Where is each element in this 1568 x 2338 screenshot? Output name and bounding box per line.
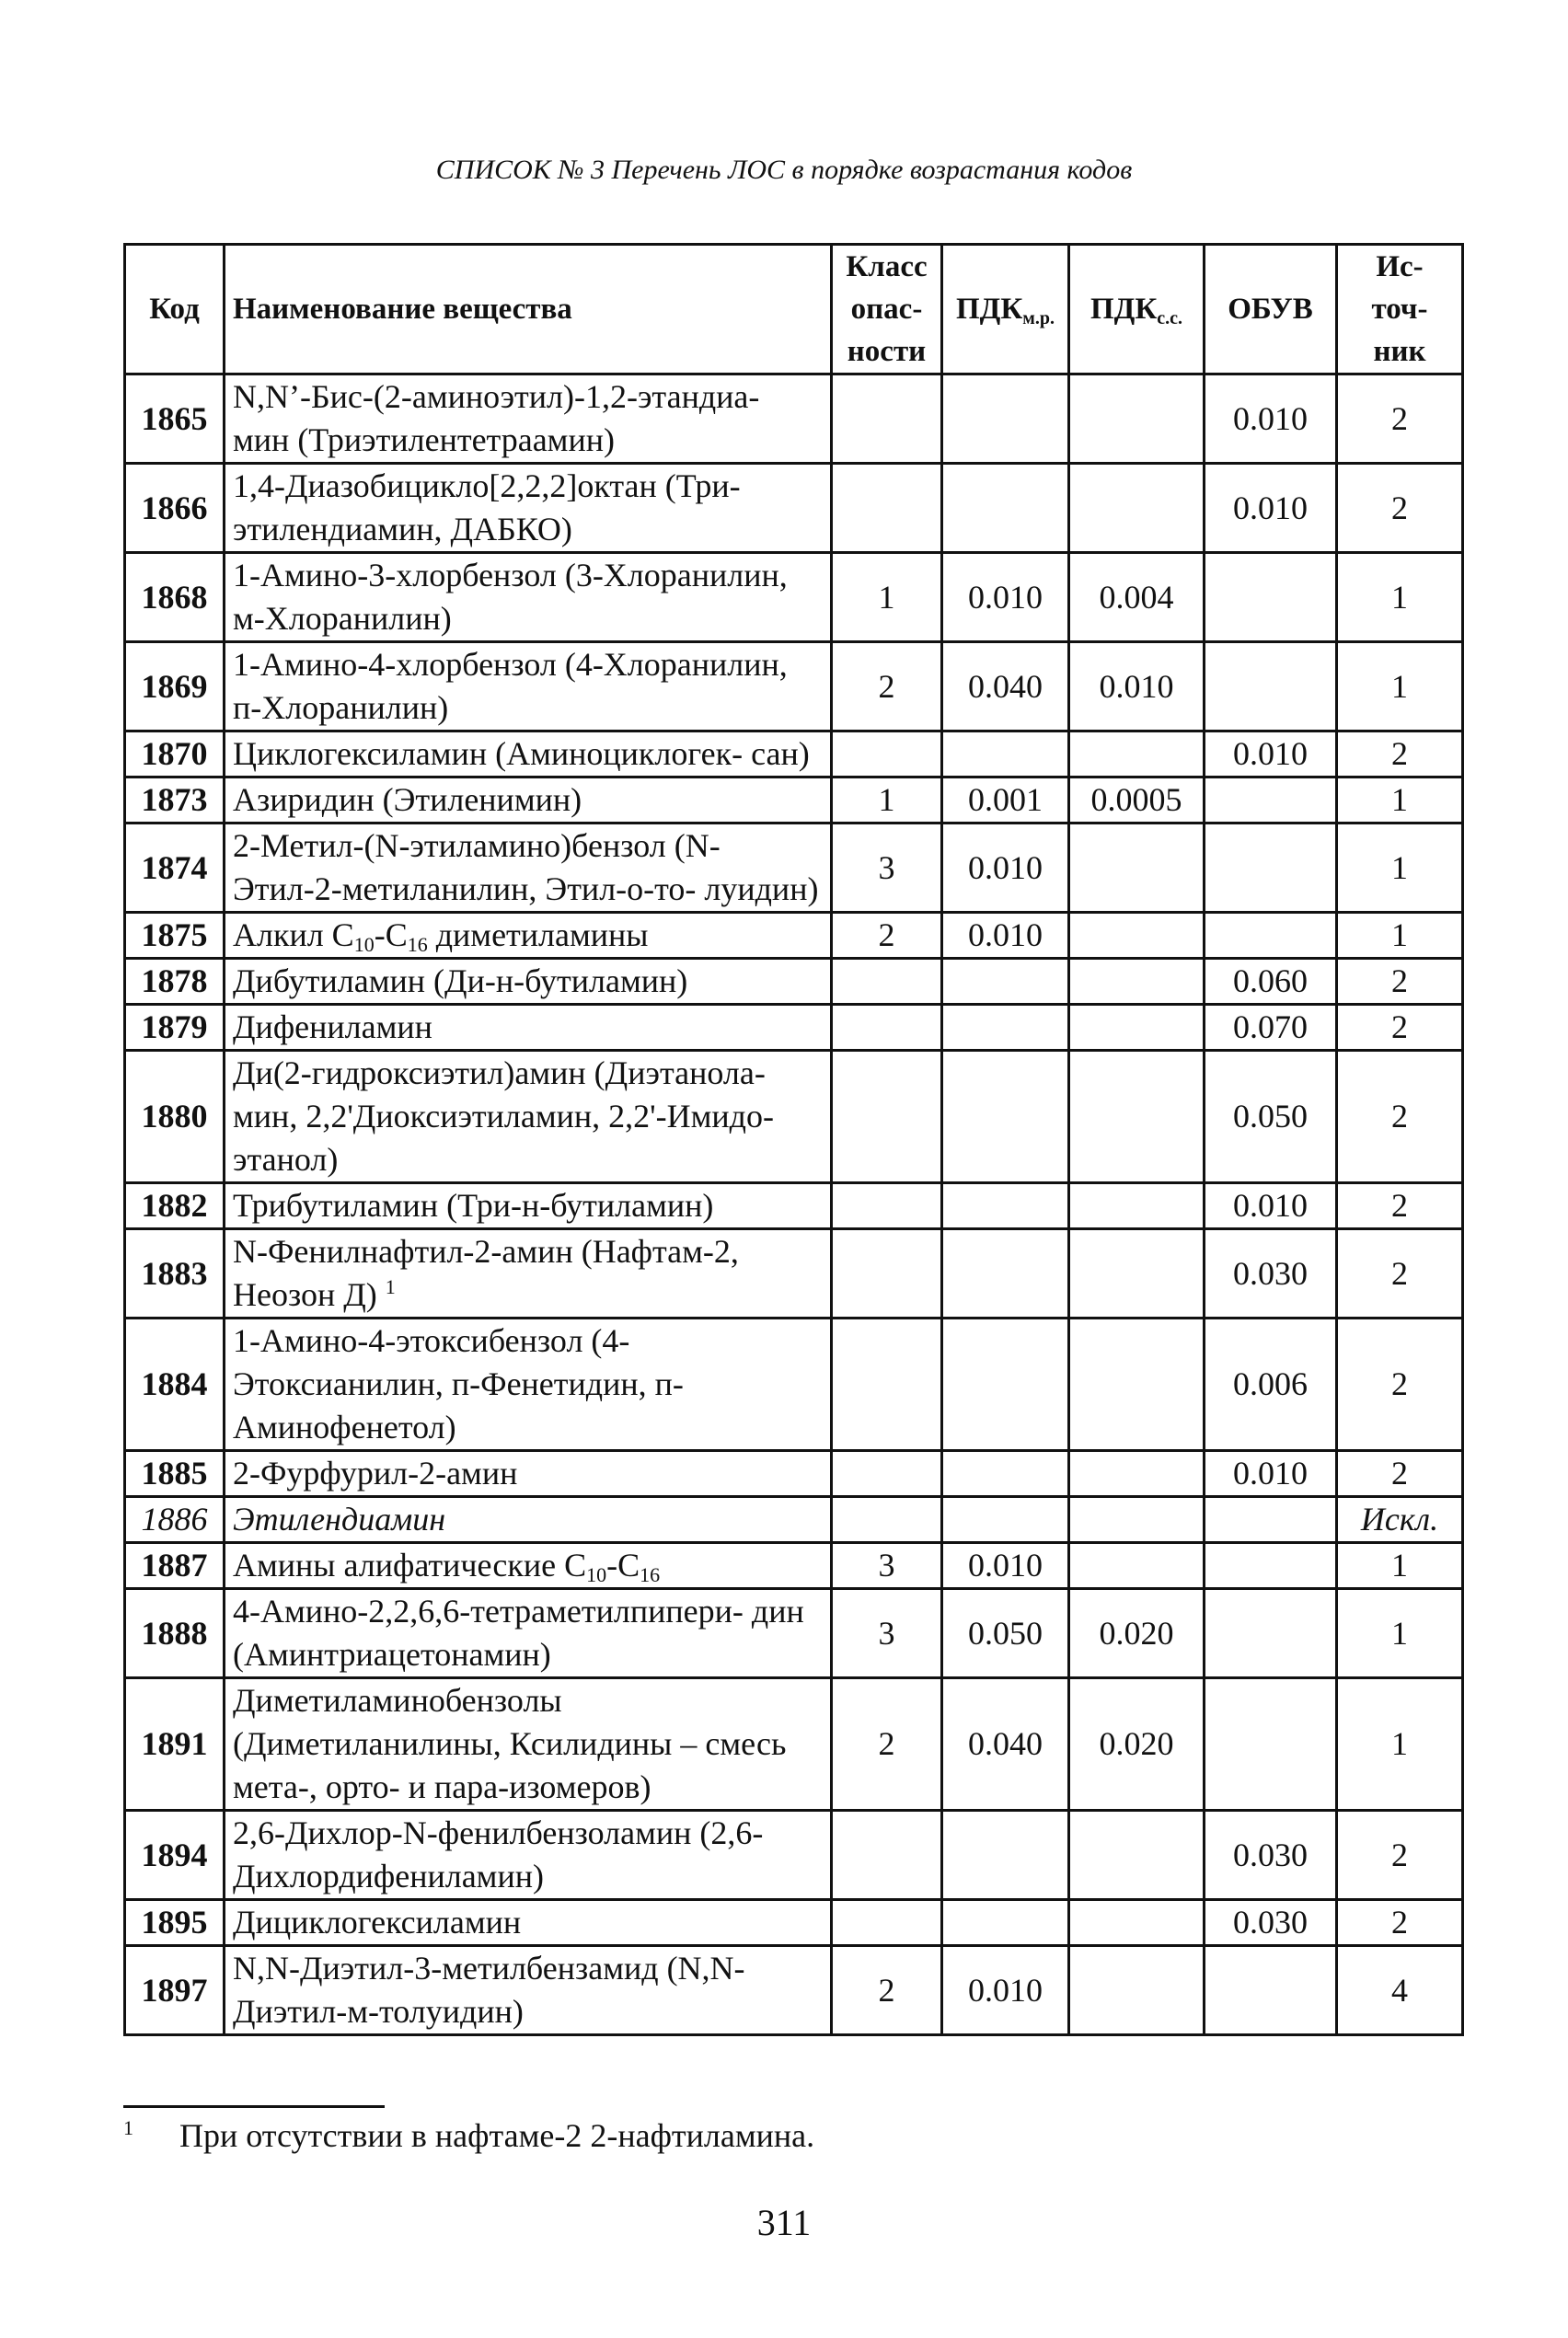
cell-hazard-class: 1 <box>832 777 942 823</box>
table-row <box>125 913 1463 959</box>
header-pdk-ss-base: ПДК <box>1090 293 1158 326</box>
cell-obuv <box>1205 1543 1337 1589</box>
cell-hazard-class <box>832 959 942 1005</box>
cell-code: 1894 <box>125 1811 225 1900</box>
cell-hazard-class: 3 <box>832 1589 942 1678</box>
los-table <box>123 243 1464 2036</box>
cell-pdk-mr: 0.001 <box>942 777 1069 823</box>
table-row <box>125 1005 1463 1051</box>
table-row <box>125 1589 1463 1678</box>
cell-obuv <box>1205 1589 1337 1678</box>
cell-pdk-ss <box>1069 1005 1205 1051</box>
cell-pdk-ss <box>1069 1497 1205 1543</box>
cell-obuv <box>1205 553 1337 642</box>
cell-name: Ди(2-гидроксиэтил)амин (Диэтанола- мин, 2,2'Диоксиэтиламин, 2,2'-Имидо- этанол) <box>225 1051 832 1183</box>
cell-source: 1 <box>1337 642 1463 731</box>
name-part: -С <box>374 916 408 953</box>
cell-hazard-class <box>832 1900 942 1946</box>
cell-pdk-mr <box>942 1183 1069 1229</box>
cell-obuv: 0.010 <box>1205 374 1337 464</box>
cell-code: 1885 <box>125 1451 225 1497</box>
cell-pdk-mr: 0.010 <box>942 553 1069 642</box>
header-pdk-mr-sub: м.р. <box>1022 308 1055 328</box>
cell-obuv: 0.070 <box>1205 1005 1337 1051</box>
cell-pdk-mr <box>942 1319 1069 1451</box>
cell-pdk-ss <box>1069 1183 1205 1229</box>
table-row <box>125 1678 1463 1811</box>
cell-pdk-mr <box>942 1229 1069 1319</box>
table-row <box>125 959 1463 1005</box>
cell-pdk-ss <box>1069 1229 1205 1319</box>
cell-source: 4 <box>1337 1946 1463 2035</box>
cell-code: 1874 <box>125 823 225 913</box>
cell-code: 1865 <box>125 374 225 464</box>
table-row <box>125 374 1463 464</box>
cell-name: 2-Метил-(N-этиламино)бензол (N-Этил-2-метиланилин, Этил-о-то- луидин) <box>225 823 832 913</box>
cell-obuv: 0.010 <box>1205 464 1337 553</box>
table-row <box>125 1229 1463 1319</box>
cell-obuv <box>1205 823 1337 913</box>
cell-name: Азиридин (Этиленимин) <box>225 777 832 823</box>
cell-source: 2 <box>1337 1900 1463 1946</box>
cell-hazard-class: 2 <box>832 1946 942 2035</box>
cell-hazard-class <box>832 1229 942 1319</box>
cell-name: 1-Амино-4-хлорбензол (4-Хлоранилин, п-Хлоранилин) <box>225 642 832 731</box>
table-row <box>125 1451 1463 1497</box>
cell-name: Трибутиламин (Три-н-бутиламин) <box>225 1183 832 1229</box>
cell-obuv: 0.050 <box>1205 1051 1337 1183</box>
cell-pdk-mr <box>942 1005 1069 1051</box>
cell-hazard-class <box>832 464 942 553</box>
cell-source: 2 <box>1337 374 1463 464</box>
cell-pdk-mr: 0.010 <box>942 1543 1069 1589</box>
table-row <box>125 1946 1463 2035</box>
cell-obuv <box>1205 642 1337 731</box>
cell-name: 1-Амино-4-этоксибензол (4-Этоксианилин, п-Фенетидин, п-Аминофенетол) <box>225 1319 832 1451</box>
footnote-divider <box>123 2105 385 2108</box>
cell-source: 2 <box>1337 1183 1463 1229</box>
cell-hazard-class <box>832 1319 942 1451</box>
cell-name: Дициклогексиламин <box>225 1900 832 1946</box>
cell-hazard-class <box>832 1811 942 1900</box>
table-row <box>125 553 1463 642</box>
header-source: Ис- точ- ник <box>1337 245 1463 374</box>
cell-pdk-ss <box>1069 1543 1205 1589</box>
name-part: -С <box>606 1547 640 1584</box>
cell-name: Дибутиламин (Ди-н-бутиламин) <box>225 959 832 1005</box>
cell-pdk-ss <box>1069 1451 1205 1497</box>
cell-pdk-mr <box>942 464 1069 553</box>
cell-name: Циклогексиламин (Аминоциклогек- сан) <box>225 731 832 777</box>
cell-code: 1897 <box>125 1946 225 2035</box>
cell-source: Искл. <box>1337 1497 1463 1543</box>
cell-obuv <box>1205 913 1337 959</box>
table-row <box>125 777 1463 823</box>
cell-code: 1870 <box>125 731 225 777</box>
cell-hazard-class <box>832 1451 942 1497</box>
cell-obuv: 0.010 <box>1205 731 1337 777</box>
page-number: 311 <box>756 2202 812 2243</box>
cell-pdk-mr <box>942 1451 1069 1497</box>
table-row <box>125 823 1463 913</box>
table-row <box>125 1497 1463 1543</box>
table-row <box>125 1900 1463 1946</box>
cell-pdk-mr <box>942 374 1069 464</box>
cell-hazard-class: 2 <box>832 913 942 959</box>
cell-source: 1 <box>1337 553 1463 642</box>
cell-code: 1884 <box>125 1319 225 1451</box>
cell-hazard-class: 3 <box>832 1543 942 1589</box>
cell-obuv: 0.030 <box>1205 1811 1337 1900</box>
cell-pdk-ss <box>1069 959 1205 1005</box>
name-subscript: 10 <box>353 933 375 956</box>
cell-obuv <box>1205 777 1337 823</box>
cell-code: 1875 <box>125 913 225 959</box>
cell-source: 2 <box>1337 1811 1463 1900</box>
cell-pdk-mr: 0.010 <box>942 913 1069 959</box>
cell-obuv: 0.006 <box>1205 1319 1337 1451</box>
cell-pdk-ss: 0.020 <box>1069 1678 1205 1811</box>
cell-name: N,N-Диэтил-3-метилбензамид (N,N-Диэтил-м-толуидин) <box>225 1946 832 2035</box>
cell-source: 2 <box>1337 1451 1463 1497</box>
cell-obuv <box>1205 1497 1337 1543</box>
table-row <box>125 1051 1463 1183</box>
name-part: N-Фенилнафтил-2-амин (Нафтам-2, Неозон Д) <box>233 1233 739 1313</box>
cell-pdk-ss <box>1069 1051 1205 1183</box>
header-obuv: ОБУВ <box>1205 245 1337 374</box>
cell-source: 1 <box>1337 1543 1463 1589</box>
cell-pdk-ss <box>1069 1900 1205 1946</box>
name-part: диметиламины <box>427 916 649 953</box>
cell-code: 1883 <box>125 1229 225 1319</box>
table-row <box>125 1183 1463 1229</box>
header-pdk-ss <box>1069 245 1205 374</box>
cell-code: 1873 <box>125 777 225 823</box>
header-pdk-ss-sub: с.с. <box>1157 308 1183 328</box>
name-subscript: 16 <box>407 933 428 956</box>
cell-source: 2 <box>1337 731 1463 777</box>
cell-pdk-mr <box>942 1900 1069 1946</box>
table-row <box>125 1811 1463 1900</box>
cell-name: Диметиламинобензолы (Диметиланилины, Ксилидины – смесь мета-, орто- и пара-изомеров) <box>225 1678 832 1811</box>
cell-code: 1869 <box>125 642 225 731</box>
cell-code: 1880 <box>125 1051 225 1183</box>
cell-hazard-class: 2 <box>832 1678 942 1811</box>
cell-source: 1 <box>1337 777 1463 823</box>
table-row <box>125 464 1463 553</box>
cell-name: 4-Амино-2,2,6,6-тетраметилпипери- дин (Аминтриацетонамин) <box>225 1589 832 1678</box>
footnote-mark: 1 <box>123 2116 133 2139</box>
cell-pdk-ss: 0.020 <box>1069 1589 1205 1678</box>
cell-pdk-mr: 0.040 <box>942 1678 1069 1811</box>
cell-source: 2 <box>1337 959 1463 1005</box>
footnote <box>123 2116 814 2155</box>
cell-name: 2,6-Дихлор-N-фенилбензоламин (2,6-Дихлордифениламин) <box>225 1811 832 1900</box>
cell-pdk-ss <box>1069 374 1205 464</box>
header-name: Наименование вещества <box>225 245 832 374</box>
cell-hazard-class <box>832 731 942 777</box>
name-subscript: 10 <box>586 1563 607 1586</box>
cell-code: 1882 <box>125 1183 225 1229</box>
cell-name <box>225 1229 832 1319</box>
cell-pdk-mr <box>942 731 1069 777</box>
cell-code: 1866 <box>125 464 225 553</box>
cell-hazard-class: 1 <box>832 553 942 642</box>
cell-name <box>225 913 832 959</box>
cell-source: 2 <box>1337 1229 1463 1319</box>
page-title: СПИСОК № 3 Перечень ЛОС в порядке возрастания кодов <box>435 155 1133 185</box>
cell-pdk-mr <box>942 1051 1069 1183</box>
name-subscript: 16 <box>640 1563 661 1586</box>
cell-name: Дифениламин <box>225 1005 832 1051</box>
cell-name: Этилендиамин <box>225 1497 832 1543</box>
cell-source: 2 <box>1337 1005 1463 1051</box>
cell-code: 1886 <box>125 1497 225 1543</box>
cell-pdk-mr <box>942 1811 1069 1900</box>
cell-name: N,N’-Бис-(2-аминоэтил)-1,2-этандиа- мин (Триэтилентетраамин) <box>225 374 832 464</box>
cell-hazard-class <box>832 1005 942 1051</box>
cell-pdk-ss <box>1069 1946 1205 2035</box>
cell-code: 1895 <box>125 1900 225 1946</box>
cell-hazard-class <box>832 1051 942 1183</box>
cell-pdk-ss <box>1069 1319 1205 1451</box>
cell-hazard-class <box>832 1183 942 1229</box>
cell-source: 1 <box>1337 1678 1463 1811</box>
cell-source: 1 <box>1337 823 1463 913</box>
cell-pdk-ss <box>1069 731 1205 777</box>
cell-obuv <box>1205 1678 1337 1811</box>
header-hazard-class: Класс опас- ности <box>832 245 942 374</box>
name-part: Алкил С <box>233 916 354 953</box>
cell-source: 2 <box>1337 1051 1463 1183</box>
footnote-ref: 1 <box>385 1275 396 1298</box>
cell-pdk-ss <box>1069 1811 1205 1900</box>
cell-obuv <box>1205 1946 1337 2035</box>
cell-name: 1-Амино-3-хлорбензол (3-Хлоранилин, м-Хлоранилин) <box>225 553 832 642</box>
cell-pdk-ss <box>1069 464 1205 553</box>
cell-name: 2-Фурфурил-2-амин <box>225 1451 832 1497</box>
cell-pdk-mr <box>942 959 1069 1005</box>
cell-obuv: 0.010 <box>1205 1183 1337 1229</box>
header-pdk-mr <box>942 245 1069 374</box>
cell-pdk-ss: 0.0005 <box>1069 777 1205 823</box>
footnote-text: При отсутствии в нафтаме-2 2-нафтиламина. <box>179 2117 815 2154</box>
cell-obuv: 0.030 <box>1205 1229 1337 1319</box>
name-part: Амины алифатические С <box>233 1547 587 1584</box>
table-row <box>125 1543 1463 1589</box>
cell-pdk-mr: 0.010 <box>942 823 1069 913</box>
header-code: Код <box>125 245 225 374</box>
table-row <box>125 642 1463 731</box>
cell-pdk-ss: 0.004 <box>1069 553 1205 642</box>
cell-pdk-mr: 0.050 <box>942 1589 1069 1678</box>
cell-source: 1 <box>1337 1589 1463 1678</box>
cell-pdk-ss <box>1069 823 1205 913</box>
cell-hazard-class <box>832 1497 942 1543</box>
cell-code: 1891 <box>125 1678 225 1811</box>
cell-pdk-mr <box>942 1497 1069 1543</box>
cell-hazard-class: 2 <box>832 642 942 731</box>
table-row <box>125 1319 1463 1451</box>
cell-name: 1,4-Диазобицикло[2,2,2]октан (Три- этилендиамин, ДАБКО) <box>225 464 832 553</box>
cell-hazard-class <box>832 374 942 464</box>
cell-pdk-ss: 0.010 <box>1069 642 1205 731</box>
cell-obuv: 0.030 <box>1205 1900 1337 1946</box>
cell-source: 2 <box>1337 1319 1463 1451</box>
cell-code: 1888 <box>125 1589 225 1678</box>
cell-name <box>225 1543 832 1589</box>
cell-code: 1878 <box>125 959 225 1005</box>
cell-pdk-mr: 0.010 <box>942 1946 1069 2035</box>
cell-obuv: 0.060 <box>1205 959 1337 1005</box>
table-row <box>125 731 1463 777</box>
cell-source: 1 <box>1337 913 1463 959</box>
header-pdk-mr-base: ПДК <box>955 293 1023 326</box>
cell-pdk-ss <box>1069 913 1205 959</box>
cell-code: 1887 <box>125 1543 225 1589</box>
cell-obuv: 0.010 <box>1205 1451 1337 1497</box>
cell-code: 1879 <box>125 1005 225 1051</box>
cell-source: 2 <box>1337 464 1463 553</box>
cell-pdk-mr: 0.040 <box>942 642 1069 731</box>
cell-code: 1868 <box>125 553 225 642</box>
cell-hazard-class: 3 <box>832 823 942 913</box>
table-header-row <box>125 245 1463 374</box>
